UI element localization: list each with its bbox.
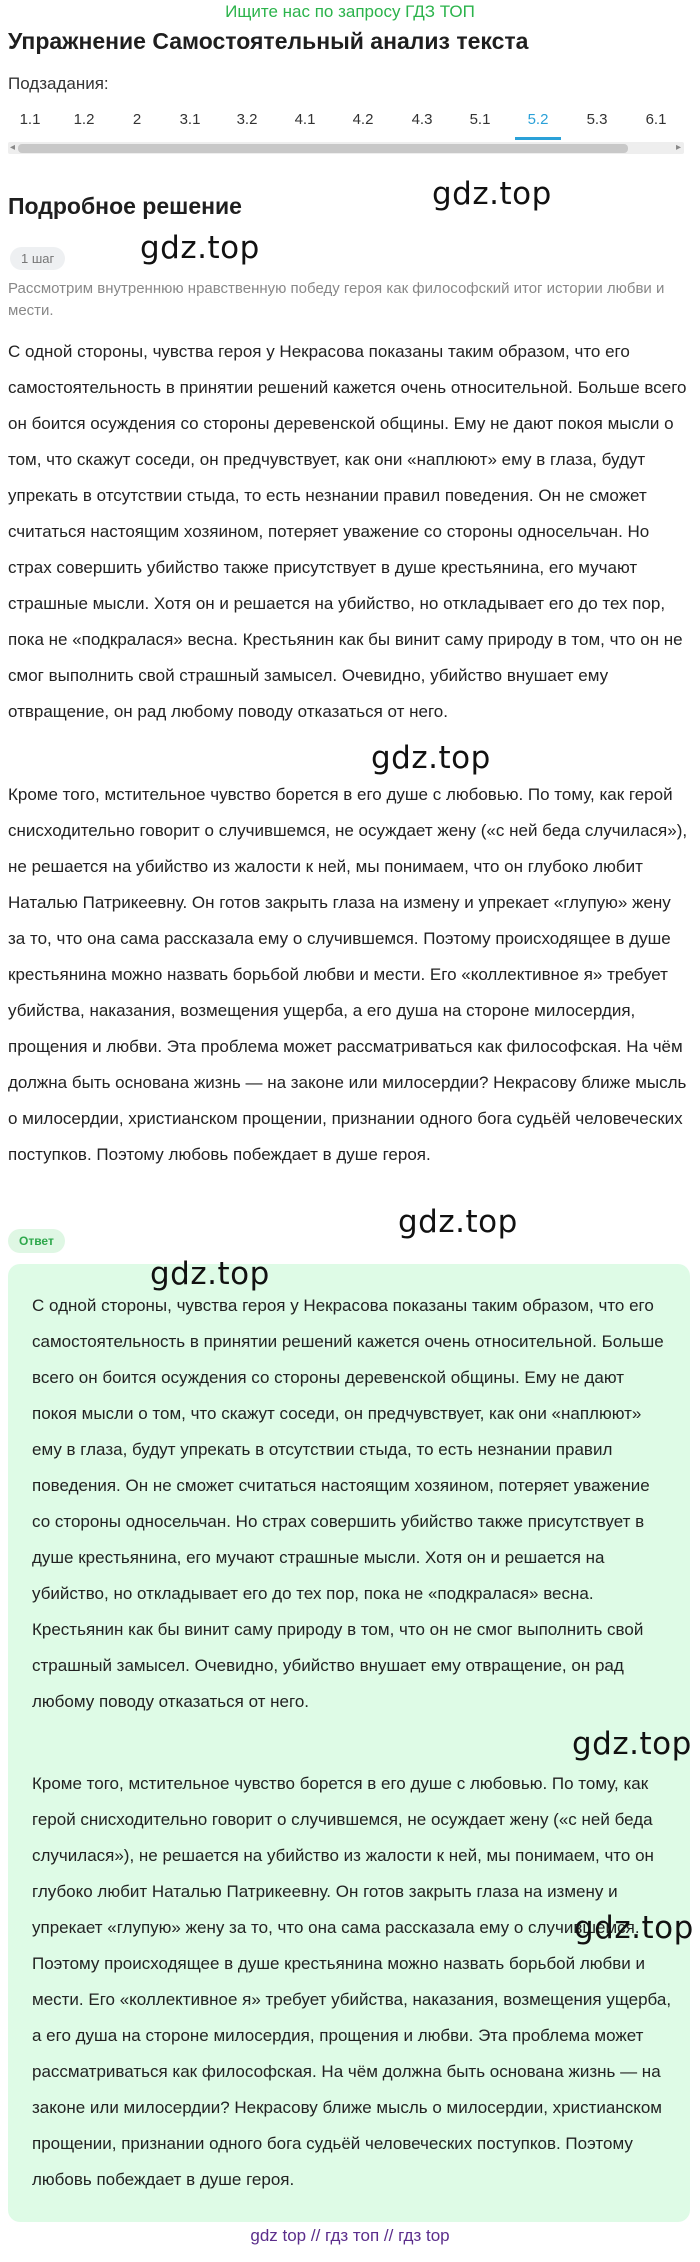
subtask-tabs [0, 106, 690, 142]
watermark: gdz.top [572, 1726, 692, 1762]
footer-links [0, 2226, 700, 2246]
watermark: gdz.top [150, 1256, 270, 1292]
tab-2[interactable]: 2 [132, 111, 142, 128]
answer-badge: Ответ [8, 1229, 65, 1253]
tab-5-2[interactable]: 5.2 [515, 106, 561, 140]
subtasks-label: Подзадания: [8, 74, 109, 93]
solution-paragraph: С одной стороны, чувства героя у Некрасова показаны таким образом, что его самостоятельность в принятии решений кажется очень относительной. Больше всего он боится осуждения со стороны деревенской общины. Ему не дают покоя мысли о том, что скажут соседи, он предчувствует, как они «наплюют» ему в глаза, будут упрекать в отсутствии стыда, то есть незнании правил поведения. Он не сможет считаться настоящим хозяином, потеряет уважение со стороны односельчан. Но страх совершить убийство также присутствует в душе крестьянина, его мучают страшные мысли. Хотя он и решается на убийство, но откладывает его до тех пор, пока не «подкралася» весна. Крестьянин как бы винит саму природу в том, что он не смог выполнить свой страшный замысел. Очевидно, убийство внушает ему отвращение, он рад любому поводу отказаться от него. [8, 342, 687, 721]
tab-4-3[interactable]: 4.3 [411, 111, 433, 128]
watermark: gdz.top [432, 176, 552, 212]
answer-paragraph: Кроме того, мстительное чувство борется в его душе с любовью. По тому, как герой снисходительно говорит о случившемся, не осуждает жену («с ней беда случилася»), не решается на убийство из жалости к ней, мы понимаем, что он глубоко любит Наталью Патрикеевну. Он готов закрыть глаза на измену и упрекает «глупую» жену за то, что она сама рассказала ему о случившемся. Поэтому происходящее в душе крестьянина можно назвать борьбой любви и мести. Его «коллективное я» требует убийства, наказания, возмещения ущерба, а его душа на стороне милосердия, прощения и любви. Эта проблема может рассматриваться как философская. На чём должна быть основана жизнь — на законе или милосердии? Некрасову ближе мысль о милосердии, христианском прощении, признании одного бога судьёй человеческих поступков. Поэтому любовь побеждает в душе героя. [32, 1774, 672, 2189]
tab-5-3[interactable]: 5.3 [586, 111, 608, 128]
tab-4-1[interactable]: 4.1 [294, 111, 316, 128]
tab-5-1[interactable]: 5.1 [469, 111, 491, 128]
page-title: Упражнение Самостоятельный анализ текста [8, 28, 529, 54]
step-badge: 1 шаг [10, 247, 65, 270]
footer-link-gdz-top-ru[interactable]: гдз топ [325, 2226, 380, 2245]
solution-intro: Рассмотрим внутреннюю нравственную победу героя как философский итог истории любви и мести. [8, 280, 665, 319]
solution-title: Подробное решение [8, 193, 242, 219]
watermark: gdz.top [398, 1204, 518, 1240]
solution-paragraph: Кроме того, мстительное чувство борется в его душе с любовью. По тому, как герой снисходительно говорит о случившемся, не осуждает жену («с ней беда случилася»), не решается на убийство из жалости к ней, мы понимаем, что он глубоко любит Наталью Патрикеевну. Он готов закрыть глаза на измену и упрекает «глупую» жену за то, что она сама рассказала ему о случившемся. Поэтому происходящее в душе крестьянина можно назвать борьбой любви и мести. Его «коллективное я» требует убийства, наказания, возмещения ущерба, а его душа на стороне милосердия, прощения и любви. Эта проблема может рассматриваться как философская. На чём должна быть основана жизнь — на законе или милосердии? Некрасову ближе мысль о милосердии, христианском прощении, признании одного бога судьёй человеческих поступков. Поэтому любовь побеждает в душе героя. [8, 785, 688, 1164]
tab-6-1[interactable]: 6.1 [645, 111, 667, 128]
tab-3-2[interactable]: 3.2 [236, 111, 258, 128]
footer-separator: // [383, 2226, 394, 2245]
tab-4-2[interactable]: 4.2 [352, 111, 374, 128]
tab-1-1[interactable]: 1.1 [19, 111, 41, 128]
search-hint-link[interactable]: Ищите нас по запросу ГДЗ ТОП [225, 2, 475, 21]
answer-paragraph: С одной стороны, чувства героя у Некрасова показаны таким образом, что его самостоятельность в принятии решений кажется очень относительной. Больше всего он боится осуждения со стороны деревенской общины. Ему не дают покоя мысли о том, что скажут соседи, он предчувствует, как они «наплюют» ему в глаза, будут упрекать в отсутствии стыда, то есть незнании правил поведения. Он не сможет считаться настоящим хозяином, потеряет уважение со стороны односельчан. Но страх совершить убийство также присутствует в душе крестьянина, его мучают страшные мысли. Хотя он и решается на убийство, но откладывает его до тех пор, пока не «подкралася» весна. Крестьянин как бы винит саму природу в том, что он не смог выполнить свой страшный замысел. Очевидно, убийство внушает ему отвращение, он рад любому поводу отказаться от него. [32, 1296, 664, 1711]
watermark: gdz.top [140, 230, 260, 266]
footer-link-gdz-top-mixed[interactable]: гдз top [398, 2226, 450, 2245]
watermark: gdz.top [574, 1910, 694, 1946]
scroll-right-arrow-icon[interactable]: ▸ [676, 142, 682, 153]
watermark: gdz.top [371, 740, 491, 776]
scroll-left-arrow-icon[interactable]: ◂ [10, 142, 16, 153]
tab-3-1[interactable]: 3.1 [179, 111, 201, 128]
tab-1-2[interactable]: 1.2 [73, 111, 95, 128]
footer-separator: // [310, 2226, 321, 2245]
tabs-scrollbar-thumb[interactable] [18, 144, 628, 153]
footer-link-gdz-top[interactable]: gdz top [250, 2226, 307, 2245]
